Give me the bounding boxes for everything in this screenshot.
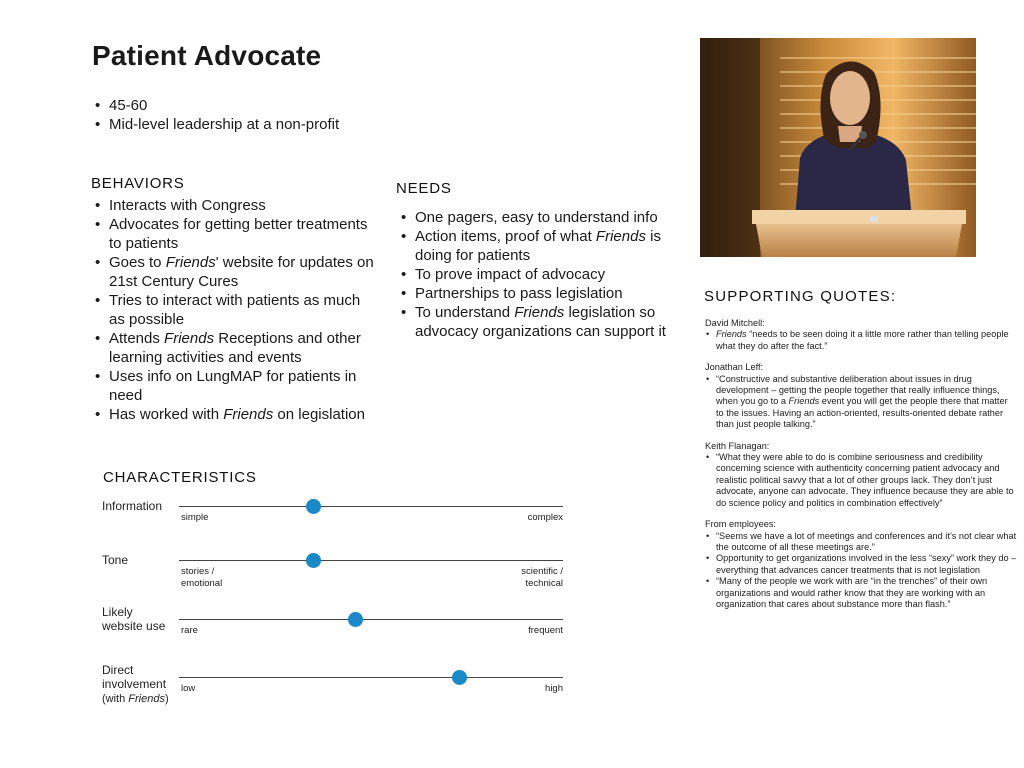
friends-italic: Friends [514,304,565,321]
quote-author: Keith Flanagan: [705,440,770,451]
needs-heading: NEEDS [396,180,452,197]
friends-italic: Friends [788,396,820,407]
friends-italic: Friends [716,329,747,340]
characteristic-track [179,506,563,507]
characteristic-max-label: high [545,683,563,694]
need-item: • Action items, proof of what Friends is doing for patients [398,227,668,265]
demographic-role: • Mid-level leadership at a non-profit [92,115,392,134]
quote-author: David Mitchell: [705,318,765,328]
behaviors-heading: BEHAVIORS [91,175,185,192]
behavior-item: • Advocates for getting better treatments to patients [92,215,377,253]
quote-item: • “What they were able to do is combine seriousness and credibility concerning science with authenticity concerning patient advocacy and realistic political savvy that a lot of other groups lack. They don’t just advocate, anyone can advocate. They influence because they are able to do science policy and politics in combination effectively” [705,452,1017,509]
behavior-item: • Goes to Friends' website for updates on 21st Century Cures [92,253,377,291]
supporting-quotes [705,318,1017,620]
characteristic-label-note: (with Friends) [102,693,169,705]
friends-italic: Friends [128,693,165,705]
characteristic-min-label: stories / emotional [181,566,223,589]
need-item: • To understand Friends legislation so advocacy organizations can support it [398,303,668,341]
characteristics-heading: CHARACTERISTICS [103,469,257,486]
demographic-age: • 45-60 [92,96,392,115]
characteristic-min-label: rare [181,625,198,636]
friends-italic: Friends [223,406,274,423]
characteristic-slider-dot [306,499,321,514]
quote-group [705,519,1017,610]
characteristic-track [179,619,563,620]
quote-author: Jonathan Leff: [705,362,764,373]
supporting-quotes-heading: SUPPORTING QUOTES: [704,288,897,305]
quote-group [705,441,1017,509]
characteristic-max-label: scientific / technical [521,566,563,589]
quote-item: • Friends “needs to be seen doing it a little more rather than telling people what they do after the fact.” [705,329,1017,352]
need-item: • One pagers, easy to understand info [398,208,668,227]
need-item: • Partnerships to pass legislation [398,284,668,303]
friends-italic: Friends [165,254,216,271]
characteristic-max-label: complex [527,512,563,523]
speaker-photo [700,38,976,257]
characteristic-track [179,560,563,561]
quote-list [705,374,1017,431]
characteristic-label: Direct involvement (with Friends) [102,663,169,705]
characteristic-min-label: simple [181,512,209,523]
quote-item: • Opportunity to get organizations involved in the less “sexy” work they do – everything that advances cancer treatments that is not legislation [705,553,1017,576]
behavior-item: • Interacts with Congress [92,196,377,215]
characteristic-max-label: frequent [528,625,563,636]
quote-list [705,531,1017,611]
quote-item: • “Many of the people we work with are “in the trenches” of their own organizations and would rather know that they are working with an organization that cares about substance more than flash.” [705,576,1017,610]
behavior-item: • Attends Friends Receptions and other learning activities and events [92,329,377,367]
page-title: Patient Advocate [92,40,322,71]
behavior-item: • Uses info on LungMAP for patients in need [92,367,377,405]
demographics-list [92,96,392,134]
quote-item: • “Seems we have a lot of meetings and conferences and it’s not clear what the outcome of all these meetings are.” [705,531,1017,554]
characteristic-track [179,677,563,678]
quote-group [705,318,1017,352]
characteristic-label: Information [102,499,163,513]
quote-group [705,362,1017,430]
needs-list [398,208,668,341]
behavior-item: • Has worked with Friends on legislation [92,405,377,424]
friends-italic: Friends [164,330,215,347]
characteristic-label: Tone [102,553,129,567]
friends-italic: Friends [595,228,646,245]
characteristic-slider-dot [348,612,363,627]
need-item: • To prove impact of advocacy [398,265,668,284]
behavior-item: • Tries to interact with patients as much as possible [92,291,377,329]
quote-author: From employees: [705,519,776,530]
behaviors-list [92,196,377,424]
characteristic-slider-dot [306,553,321,568]
characteristic-slider-dot [452,670,467,685]
quote-item: • “Constructive and substantive deliberation about issues in drug development – getting the people together that really influence things, when you go to a Friends event you will get the people there that matter to the issues. Having an action-oriented, results-oriented debate rather than just people talking.” [705,374,1017,431]
quote-list [705,329,1017,352]
characteristic-label: Likely website use [102,605,166,633]
characteristic-min-label: low [181,683,196,694]
quote-list [705,452,1017,509]
